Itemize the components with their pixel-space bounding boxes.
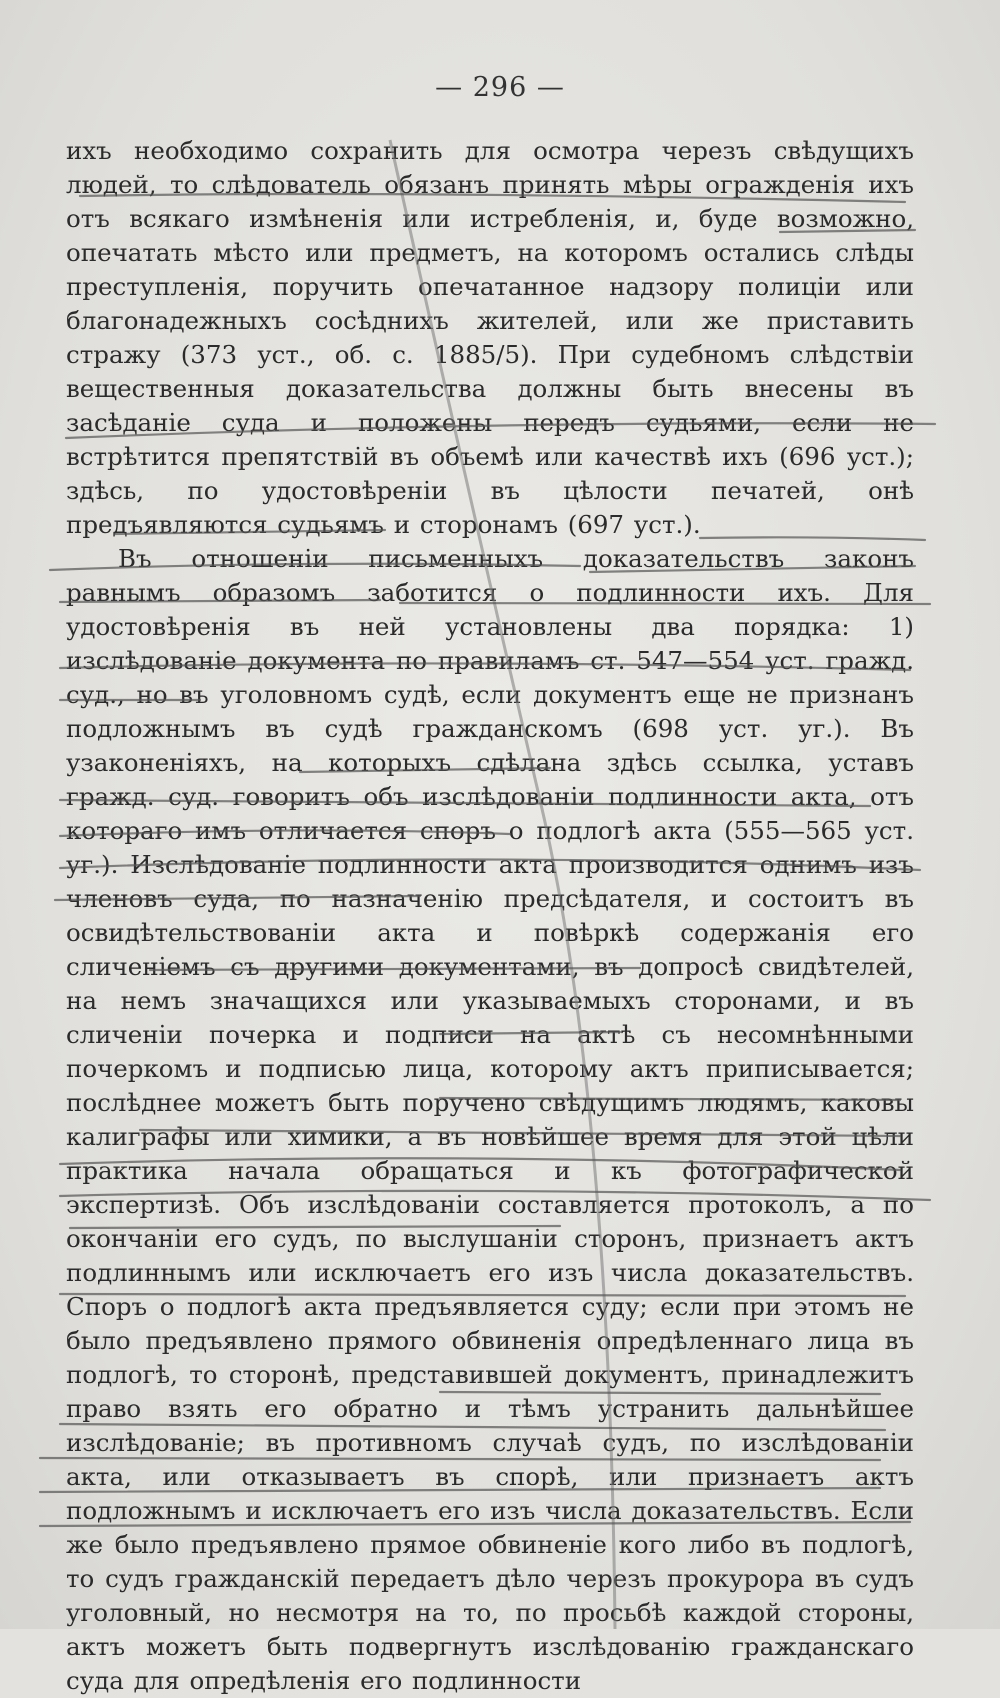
body-text [66, 134, 914, 1698]
paragraph-1: ихъ необходимо сохранить для осмотра черезъ свѣдущихъ людей, то слѣдователь обязанъ принять мѣры огражденія ихъ отъ всякаго измѣненія или истребленія, и, буде возможно, опечатать мѣсто или предметъ, на которомъ остались слѣды преступленія, поручить опечатанное надзору полиціи или благонадежныхъ сосѣднихъ жителей, или же приставить стражу (373 уст., об. с. 1885/5). При судебномъ слѣдствіи вещественныя доказательства должны быть внесены въ засѣданіе суда и положены передъ судьями, если не встрѣтится препятствій въ объемѣ или качествѣ ихъ (696 уст.); здѣсь, по удостовѣреніи въ цѣлости печатей, онѣ предъявляются судьямъ и сторонамъ (697 уст.). [66, 136, 914, 539]
paragraph-2: Въ отношеніи письменныхъ доказательствъ законъ равнымъ образомъ заботится о подлинности ихъ. Для удостовѣренія въ ней установлены два порядка: 1) изслѣдованіе документа по правиламъ ст. 547—554 уст. гражд. суд., но въ уголовномъ судѣ, если документъ еще не признанъ подложнымъ въ судѣ гражданскомъ (698 уст. уг.). Въ узаконеніяхъ, на которыхъ сдѣлана здѣсь ссылка, уставъ гражд. суд. говоритъ объ изслѣдованіи подлинности акта, отъ котораго имъ отличается споръ о подлогѣ акта (555—565 уст. уг.). Изслѣдованіе подлинности акта производится однимъ изъ членовъ суда, по назначенію предсѣдателя, и состоитъ въ освидѣтельствованіи акта и повѣркѣ содержанія его сличеніемъ съ другими документами, въ допросѣ свидѣтелей, на немъ значащихся или указываемыхъ сторонами, и въ сличеніи почерка и подписи на актѣ съ несомнѣнными почеркомъ и подписью лица, которому актъ приписывается; послѣднее можетъ быть поручено свѣдущимъ людямъ, каковы калиграфы или химики, а въ новѣйшее время для этой цѣли практика начала обращаться и къ фотографической экспертизѣ. Объ изслѣдованіи составляется протоколъ, а по окончаніи его судъ, по выслушаніи сторонъ, признаетъ актъ подлиннымъ или исключаетъ его изъ числа доказательствъ. Споръ о подлогѣ акта предъявляется суду; если при этомъ не было предъявлено прямого обвиненія опредѣленнаго лица въ подлогѣ, то сторонѣ, представившей документъ, принадлежитъ право взять его обратно и тѣмъ устранить дальнѣйшее изслѣдованіе; въ противномъ случаѣ судъ, по изслѣдованіи акта, или отказываетъ въ спорѣ, или признаетъ актъ подложнымъ и исключаетъ его изъ числа доказательствъ. Если же было предъявлено прямое обвиненіе кого либо въ подлогѣ, то судъ гражданскій передаетъ дѣло черезъ прокурора въ судъ уголовный, но несмотря на то, по просьбѣ каждой стороны, актъ можетъ быть подвергнутъ изслѣдованію гражданскаго суда для опредѣленія его подлинности [66, 544, 914, 1695]
page-number: — 296 — [435, 72, 565, 103]
